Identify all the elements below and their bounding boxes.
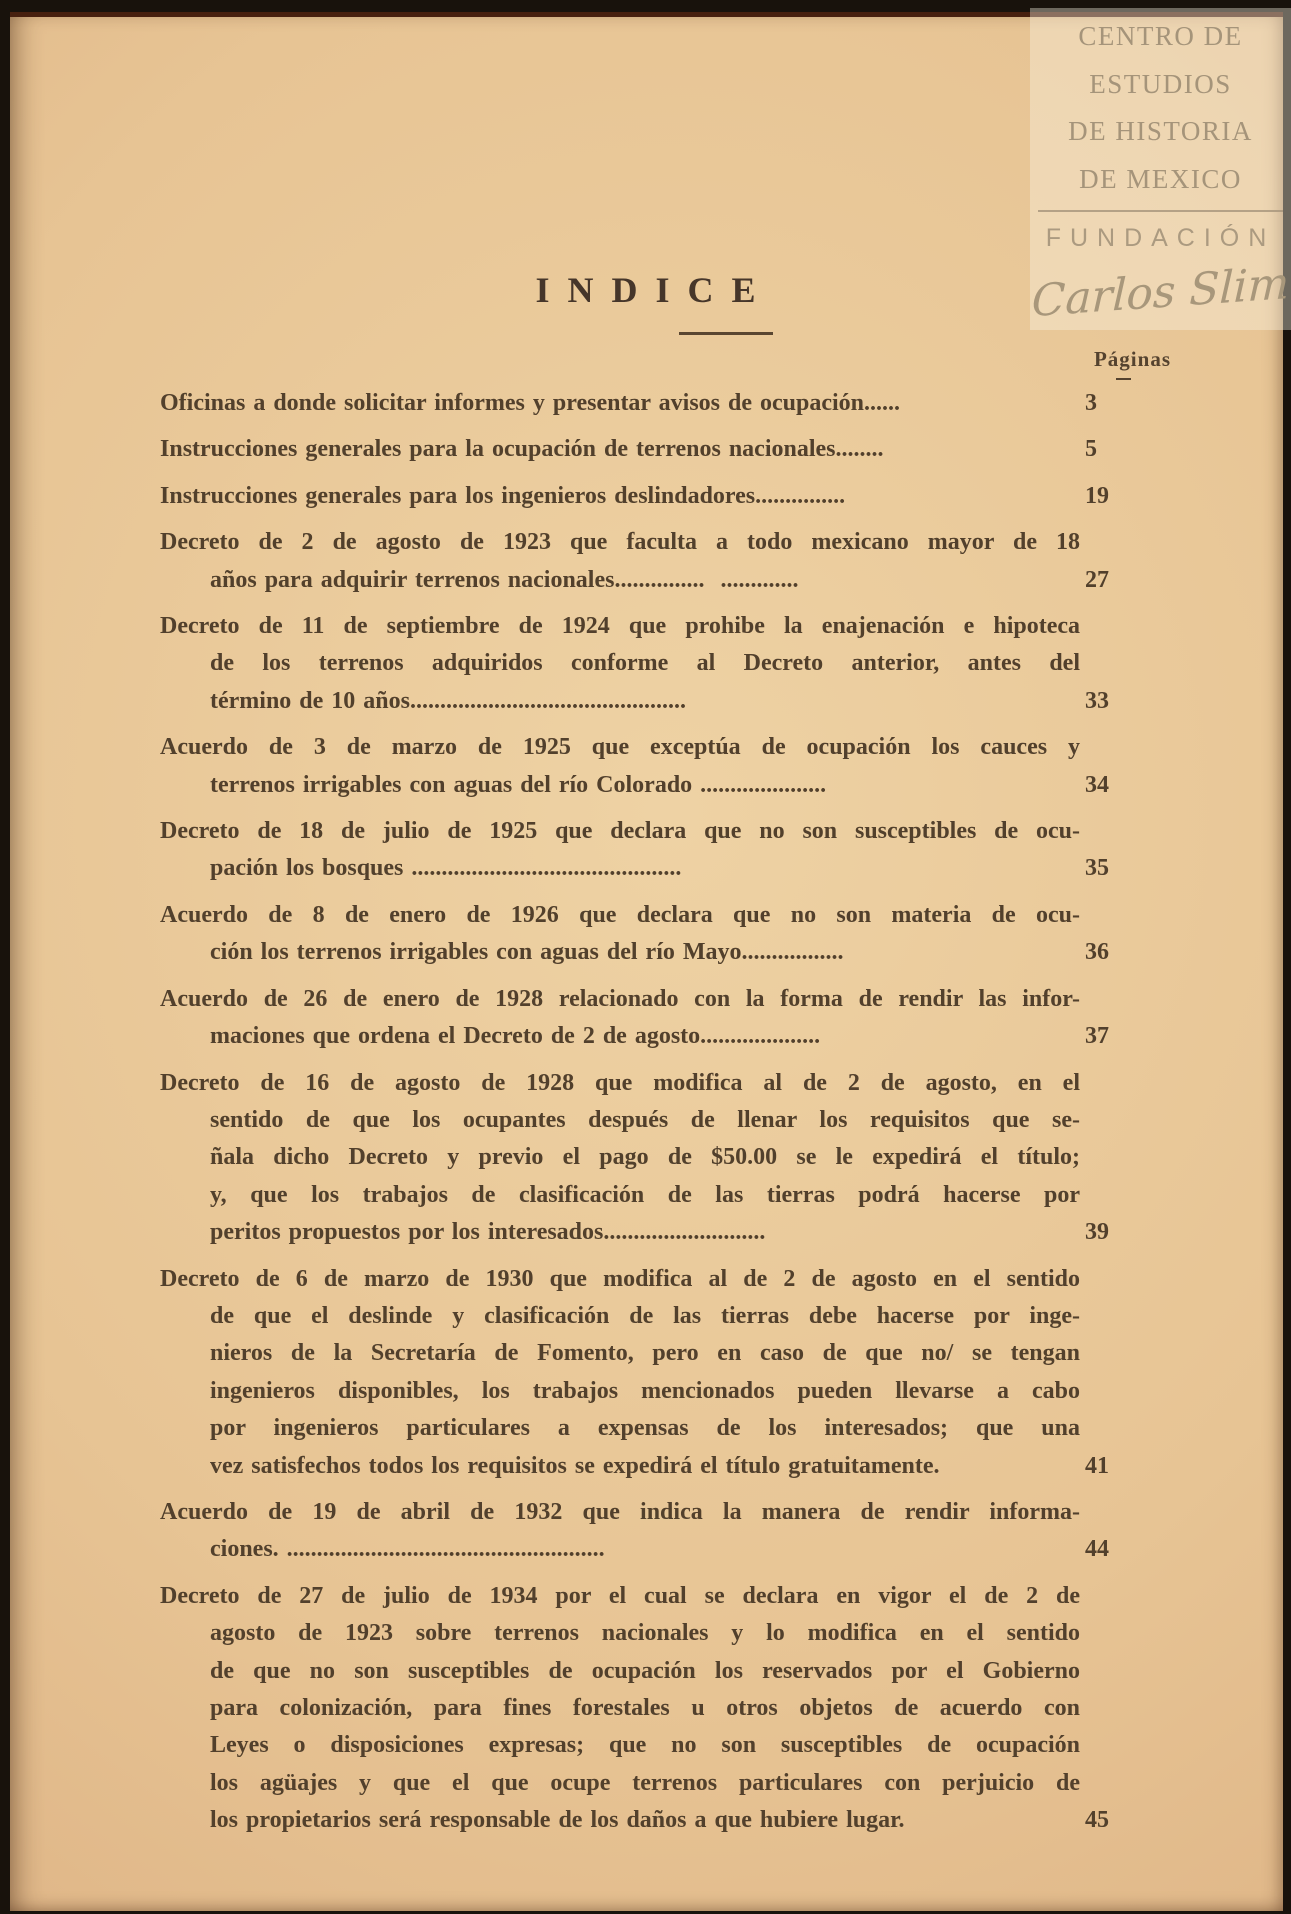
entry-line <box>160 1214 1140 1251</box>
entry-text: ñala dicho Decreto y previo el pago de $50.00 se le expedirá el título; <box>210 1144 1080 1171</box>
entry-line <box>160 1177 1140 1214</box>
entry-line <box>160 1765 1140 1802</box>
entry-line <box>160 1065 1140 1102</box>
entry-line <box>160 1102 1140 1139</box>
entry-text: ingenieros disponibles, los trabajos mencionados pueden llevarse a cabo <box>210 1377 1080 1404</box>
entry-text: para colonización, para fines forestales u otros objetos de acuerdo con <box>210 1695 1080 1721</box>
entry-line <box>160 562 1140 599</box>
entry-line <box>160 1018 1140 1055</box>
pages-label-dash <box>1116 378 1131 380</box>
entry-line <box>160 645 1140 682</box>
index-entry <box>160 1494 1140 1569</box>
entry-line <box>160 1494 1140 1531</box>
entry-text: Decreto de 2 de agosto de 1923 que faculta a todo mexicano mayor de 18 <box>160 529 1080 556</box>
index-entry <box>160 1578 1140 1840</box>
entry-text: Instrucciones generales para la ocupación de terrenos nacionales........ <box>160 436 884 463</box>
entry-text: Decreto de 11 de septiembre de 1924 que prohibe la enajenación e hipoteca <box>160 613 1080 640</box>
entry-text: Decreto de 18 de julio de 1925 que declara que no son susceptibles de ocu- <box>160 818 1080 845</box>
entry-text: sentido de que los ocupantes después de llenar los requisitos que se- <box>210 1106 1080 1133</box>
watermark-line: CENTRO DE <box>1078 21 1243 51</box>
entry-text: ciones. ..................................................... <box>210 1536 605 1563</box>
entry-line <box>160 1531 1140 1568</box>
index-entry <box>160 478 1140 515</box>
entry-page-number: 35 <box>1085 855 1109 882</box>
entry-page-number: 34 <box>1085 771 1109 798</box>
index-entry <box>160 385 1140 422</box>
entry-text: Acuerdo de 26 de enero de 1928 relacionado con la forma de rendir las infor- <box>160 985 1080 1012</box>
entry-page-number: 37 <box>1085 1023 1109 1050</box>
entry-text: Acuerdo de 8 de enero de 1926 que declara que no son materia de ocu- <box>160 901 1080 928</box>
index-entry <box>160 897 1140 972</box>
entry-page-number: 3 <box>1085 390 1097 416</box>
carlos-slim-signature: Carlos Slim <box>1030 257 1291 328</box>
entry-line <box>160 767 1140 804</box>
entry-text: Oficinas a donde solicitar informes y presentar avisos de ocupación...... <box>160 390 901 416</box>
entry-text: Decreto de 16 de agosto de 1928 que modifica al de 2 de agosto, en el <box>160 1069 1080 1096</box>
entry-line <box>160 524 1140 561</box>
entry-page-number: 33 <box>1085 687 1109 714</box>
entry-text: de que el deslinde y clasificación de las tierras debe hacerse por inge- <box>210 1302 1080 1329</box>
entry-page-number: 39 <box>1085 1219 1109 1246</box>
pages-column-label: Páginas <box>1093 347 1171 371</box>
entry-text: Decreto de 6 de marzo de 1930 que modifica al de 2 de agosto en el sentido <box>160 1265 1080 1292</box>
index-entry <box>160 1261 1140 1485</box>
entry-page-number: 45 <box>1085 1807 1109 1834</box>
entry-text: término de 10 años.............................................. <box>210 687 686 714</box>
entry-line <box>160 729 1140 766</box>
entry-line <box>160 1335 1140 1372</box>
index-entry <box>160 813 1140 888</box>
entry-line <box>160 813 1140 850</box>
watermark-line: ESTUDIOS <box>1089 68 1232 99</box>
entry-line <box>160 1615 1140 1652</box>
watermark-divider <box>1038 210 1283 212</box>
entry-line <box>160 934 1140 971</box>
entry-line <box>160 1802 1140 1839</box>
watermark-text <box>1030 8 1291 203</box>
entry-text: y, que los trabajos de clasificación de las tierras podrá hacerse por <box>210 1181 1080 1208</box>
entry-page-number: 36 <box>1085 939 1109 966</box>
entry-text: por ingenieros particulares a expensas de los interesados; que una <box>210 1415 1080 1442</box>
entry-text: los agüajes y que el que ocupe terrenos particulares con perjuicio de <box>210 1769 1080 1796</box>
entry-text: Decreto de 27 de julio de 1934 por el cual se declara en vigor el de 2 de <box>160 1582 1080 1609</box>
entry-line <box>160 1139 1140 1176</box>
foundation-label: FUNDACIÓN <box>1045 224 1276 252</box>
entry-line <box>160 1373 1140 1410</box>
index-entries <box>160 385 1140 1849</box>
entry-line <box>160 1410 1140 1447</box>
entry-text: Leyes o disposiciones expresas; que no son susceptibles de ocupación <box>210 1732 1080 1759</box>
watermark-line: DE HISTORIA <box>1068 116 1253 146</box>
entry-line <box>160 385 1140 422</box>
entry-line <box>160 1690 1140 1727</box>
entry-line <box>160 1448 1140 1485</box>
entry-line <box>160 1298 1140 1335</box>
index-entry <box>160 608 1140 720</box>
title-rule <box>679 332 773 335</box>
entry-line <box>160 683 1140 720</box>
entry-line <box>160 1261 1140 1298</box>
entry-text: terrenos irrigables con aguas del río Colorado ..................... <box>210 771 827 798</box>
index-entry <box>160 524 1140 599</box>
entry-line <box>160 608 1140 645</box>
entry-page-number: 44 <box>1085 1536 1109 1563</box>
entry-text: los propietarios será responsable de los daños a que hubiere lugar. <box>210 1807 905 1834</box>
entry-page-number: 19 <box>1085 482 1109 509</box>
entry-text: Acuerdo de 3 de marzo de 1925 que exceptúa de ocupación los cauces y <box>160 734 1080 761</box>
entry-line <box>160 431 1140 468</box>
entry-line <box>160 1653 1140 1690</box>
entry-line <box>160 981 1140 1018</box>
index-entry <box>160 729 1140 804</box>
page-title: INDICE <box>535 270 774 310</box>
entry-text: años para adquirir terrenos nacionales............... ............. <box>210 566 799 593</box>
index-entry <box>160 981 1140 1056</box>
entry-text: nieros de la Secretaría de Fomento, pero en caso de que no/ se tengan <box>210 1340 1080 1367</box>
entry-line <box>160 850 1140 887</box>
entry-text: pación los bosques ............................................. <box>210 855 682 882</box>
entry-line <box>160 1727 1140 1764</box>
index-entry <box>160 1065 1140 1252</box>
entry-text: ción los terrenos irrigables con aguas del río Mayo................. <box>210 939 844 966</box>
entry-text: maciones que ordena el Decreto de 2 de agosto.................... <box>210 1023 821 1050</box>
entry-text: vez satisfechos todos los requisitos se expedirá el título gratuitamente. <box>210 1452 940 1479</box>
entry-page-number: 27 <box>1085 566 1109 593</box>
entry-page-number: 41 <box>1085 1452 1109 1479</box>
entry-text: Instrucciones generales para los ingenieros deslindadores............... <box>160 482 846 509</box>
index-entry <box>160 431 1140 468</box>
library-watermark <box>1030 8 1291 330</box>
entry-text: agosto de 1923 sobre terrenos nacionales y lo modifica en el sentido <box>210 1620 1080 1647</box>
entry-text: de los terrenos adquiridos conforme al Decreto anterior, antes del <box>210 650 1080 677</box>
entry-text: de que no son susceptibles de ocupación los reservados por el Gobierno <box>210 1657 1080 1684</box>
watermark-line: DE MEXICO <box>1079 163 1242 194</box>
entry-text: Acuerdo de 19 de abril de 1932 que indica la manera de rendir informa- <box>160 1498 1080 1525</box>
entry-text: peritos propuestos por los interesados........................... <box>210 1219 766 1246</box>
entry-line <box>160 478 1140 515</box>
entry-page-number: 5 <box>1085 436 1097 463</box>
entry-line <box>160 1578 1140 1615</box>
entry-line <box>160 897 1140 934</box>
